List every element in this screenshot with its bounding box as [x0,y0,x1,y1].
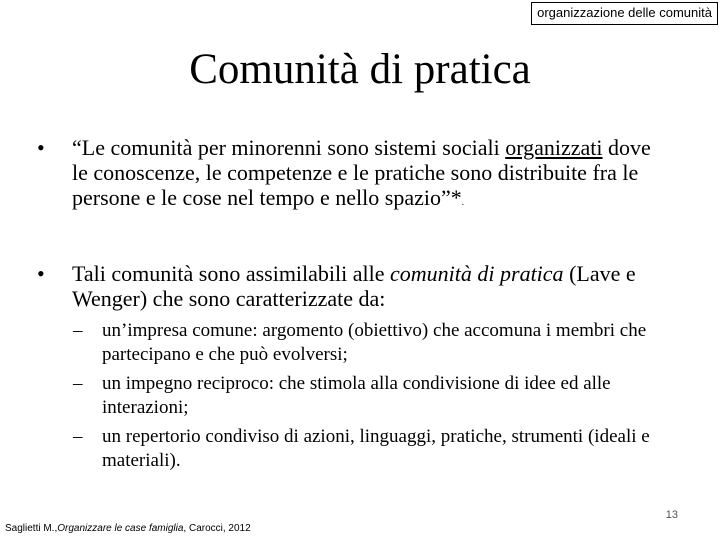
sub-bullet-text: un repertorio condiviso di azioni, linguaggi, pratiche, strumenti (ideali e materiali). [102,426,650,471]
bullet-text: (Lave e Wenger) che sono caratterizzate da: [72,261,636,311]
citation-publisher: , Carocci, 2012 [183,523,251,534]
section-tag: organizzazione delle comunità [531,2,718,25]
bullet-item [37,261,672,311]
underlined-word: organizzati [505,135,603,160]
page-number: 13 [665,509,678,521]
citation-author: Saglietti M., [5,523,58,534]
bullet-item [37,135,672,215]
dash-icon: – [73,373,83,394]
citation-book: Organizzare le case famiglia [57,523,184,534]
small-mark: . [461,197,464,207]
bullet-dot-icon: • [37,261,45,286]
italic-term: comunità di pratica [390,261,564,286]
bullet-text: dove le conoscenze, le competenze e le pratiche sono distribuite fra le persone e le cose nel tempo e nello spazio”* [72,135,651,210]
slide-title: Comunità di pratica [189,46,531,93]
bullet-text: Tali comunità sono assimilabili alle [72,261,391,286]
dash-icon: – [73,320,83,341]
bullet-text: “Le comunità per minorenni sono sistemi sociali [72,135,506,160]
sub-bullet-item [73,372,692,420]
bullet-dot-icon: • [37,135,45,160]
dash-icon: – [73,426,83,447]
sub-bullet-text: un impegno reciproco: che stimola alla condivisione di idee ed alle interazioni; [102,373,611,418]
sub-bullet-item [73,425,692,473]
sub-bullet-text: un’impresa comune: argomento (obiettivo) che accomuna i membri che partecipano e che può evolversi; [102,320,647,365]
sub-bullet-item [73,319,692,367]
citation-footer [5,523,251,535]
